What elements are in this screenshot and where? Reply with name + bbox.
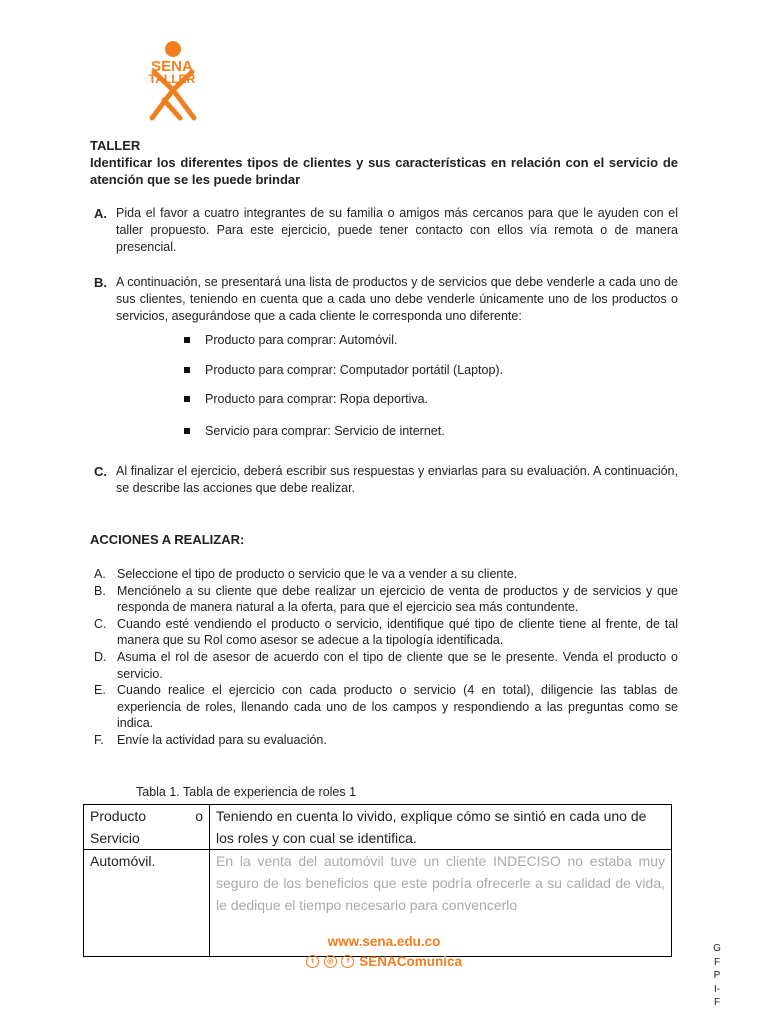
bullet-square-icon bbox=[184, 367, 190, 373]
instagram-icon: ◎ bbox=[324, 955, 337, 968]
list-item: Producto para comprar: Automóvil. bbox=[184, 333, 397, 347]
row-label-cell: Automóvil. bbox=[84, 850, 210, 957]
instruction-text: A continuación, se presentará una lista de productos y de servicios que debe venderle a cada uno de sus clientes, teniendo en cuenta que a cada uno debe venderle únicamente uno de los productos o servicios, asegurándose que a cada cliente le corresponda uno diferente: bbox=[116, 275, 678, 323]
list-item: Servicio para comprar: Servicio de internet. bbox=[184, 424, 445, 438]
list-item: Producto para comprar: Ropa deportiva. bbox=[184, 392, 428, 406]
instruction-text: Pida el favor a cuatro integrantes de su familia o amigos más cercanos para que le ayuden con el taller propuesto. Para este ejercicio, puede tener contacto con ellos vía remota o de manera presencial. bbox=[116, 206, 678, 254]
action-item: A. Seleccione el tipo de producto o servicio que le va a vender a su cliente. bbox=[94, 567, 518, 581]
bullet-square-icon bbox=[184, 337, 190, 343]
header-cell-question: Teniendo en cuenta lo vivido, explique cómo se sintió en cada uno de los roles y con cual se identifica. bbox=[210, 805, 672, 850]
side-code: G F P I- F bbox=[713, 943, 721, 1008]
action-item: B. Menciónelo a su cliente que debe realizar un ejercicio de venta de productos y de servicios y que responda de manera natural a la oferta, para que el ejercicio sea más contundente. bbox=[94, 583, 678, 615]
bullet-square-icon bbox=[184, 396, 190, 402]
logo-subtext: TALLER bbox=[148, 72, 196, 86]
facebook-icon: f bbox=[341, 955, 354, 968]
page-title: TALLER bbox=[90, 138, 141, 153]
actions-list bbox=[94, 566, 678, 749]
instruction-letter: A. bbox=[94, 206, 107, 221]
header-cell-product: Producto o Servicio bbox=[84, 805, 210, 850]
action-item: D. Asuma el rol de asesor de acuerdo con el tipo de cliente que se le presente. Venda el producto o servicio. bbox=[94, 649, 678, 681]
twitter-icon: t bbox=[306, 955, 319, 968]
page-subtitle: Identificar los diferentes tipos de clientes y sus características en relación con el servicio de atención que se les puede brindar bbox=[90, 155, 678, 187]
instruction-text: Al finalizar el ejercicio, deberá escribir sus respuestas y enviarlas para su evaluación. A continuación, se describe las acciones que debe realizar. bbox=[116, 464, 678, 495]
instruction-a bbox=[94, 205, 678, 256]
action-item: C. Cuando esté vendiendo el producto o servicio, identifique qué tipo de cliente tiene al frente, de tal manera que su Rol como asesor se adecue a la tipología identificada. bbox=[94, 616, 678, 648]
table-header-row bbox=[84, 805, 672, 850]
actions-heading: ACCIONES A REALIZAR: bbox=[90, 532, 245, 547]
social-handle: SENAComunica bbox=[359, 954, 463, 969]
table-caption: Tabla 1. Tabla de experiencia de roles 1 bbox=[136, 785, 357, 799]
footer-url[interactable]: www.sena.edu.co bbox=[327, 934, 441, 949]
footer-social bbox=[0, 954, 768, 969]
instruction-c bbox=[94, 463, 678, 497]
instruction-letter: B. bbox=[94, 275, 107, 290]
list-item: Producto para comprar: Computador portátil (Laptop). bbox=[184, 363, 503, 377]
logo-text: SENA bbox=[151, 58, 193, 75]
instruction-letter: C. bbox=[94, 464, 107, 479]
row-answer-cell[interactable]: En la venta del automóvil tuve un cliente INDECISO no estaba muy seguro de los beneficios que este podría ofrecerle a su calidad de vida, le dedique el tiempo necesario para convencerlo bbox=[210, 850, 672, 957]
instruction-b bbox=[94, 274, 678, 325]
bullet-square-icon bbox=[184, 428, 190, 434]
action-item: F. Envíe la actividad para su evaluación. bbox=[94, 732, 327, 747]
action-item: E. Cuando realice el ejercicio con cada producto o servicio (4 en total), diligencie las tablas de experiencia de roles, llenando cada uno de los campos y respondiendo a las preguntas como se indica. bbox=[94, 683, 678, 731]
sena-logo-icon bbox=[130, 40, 214, 122]
